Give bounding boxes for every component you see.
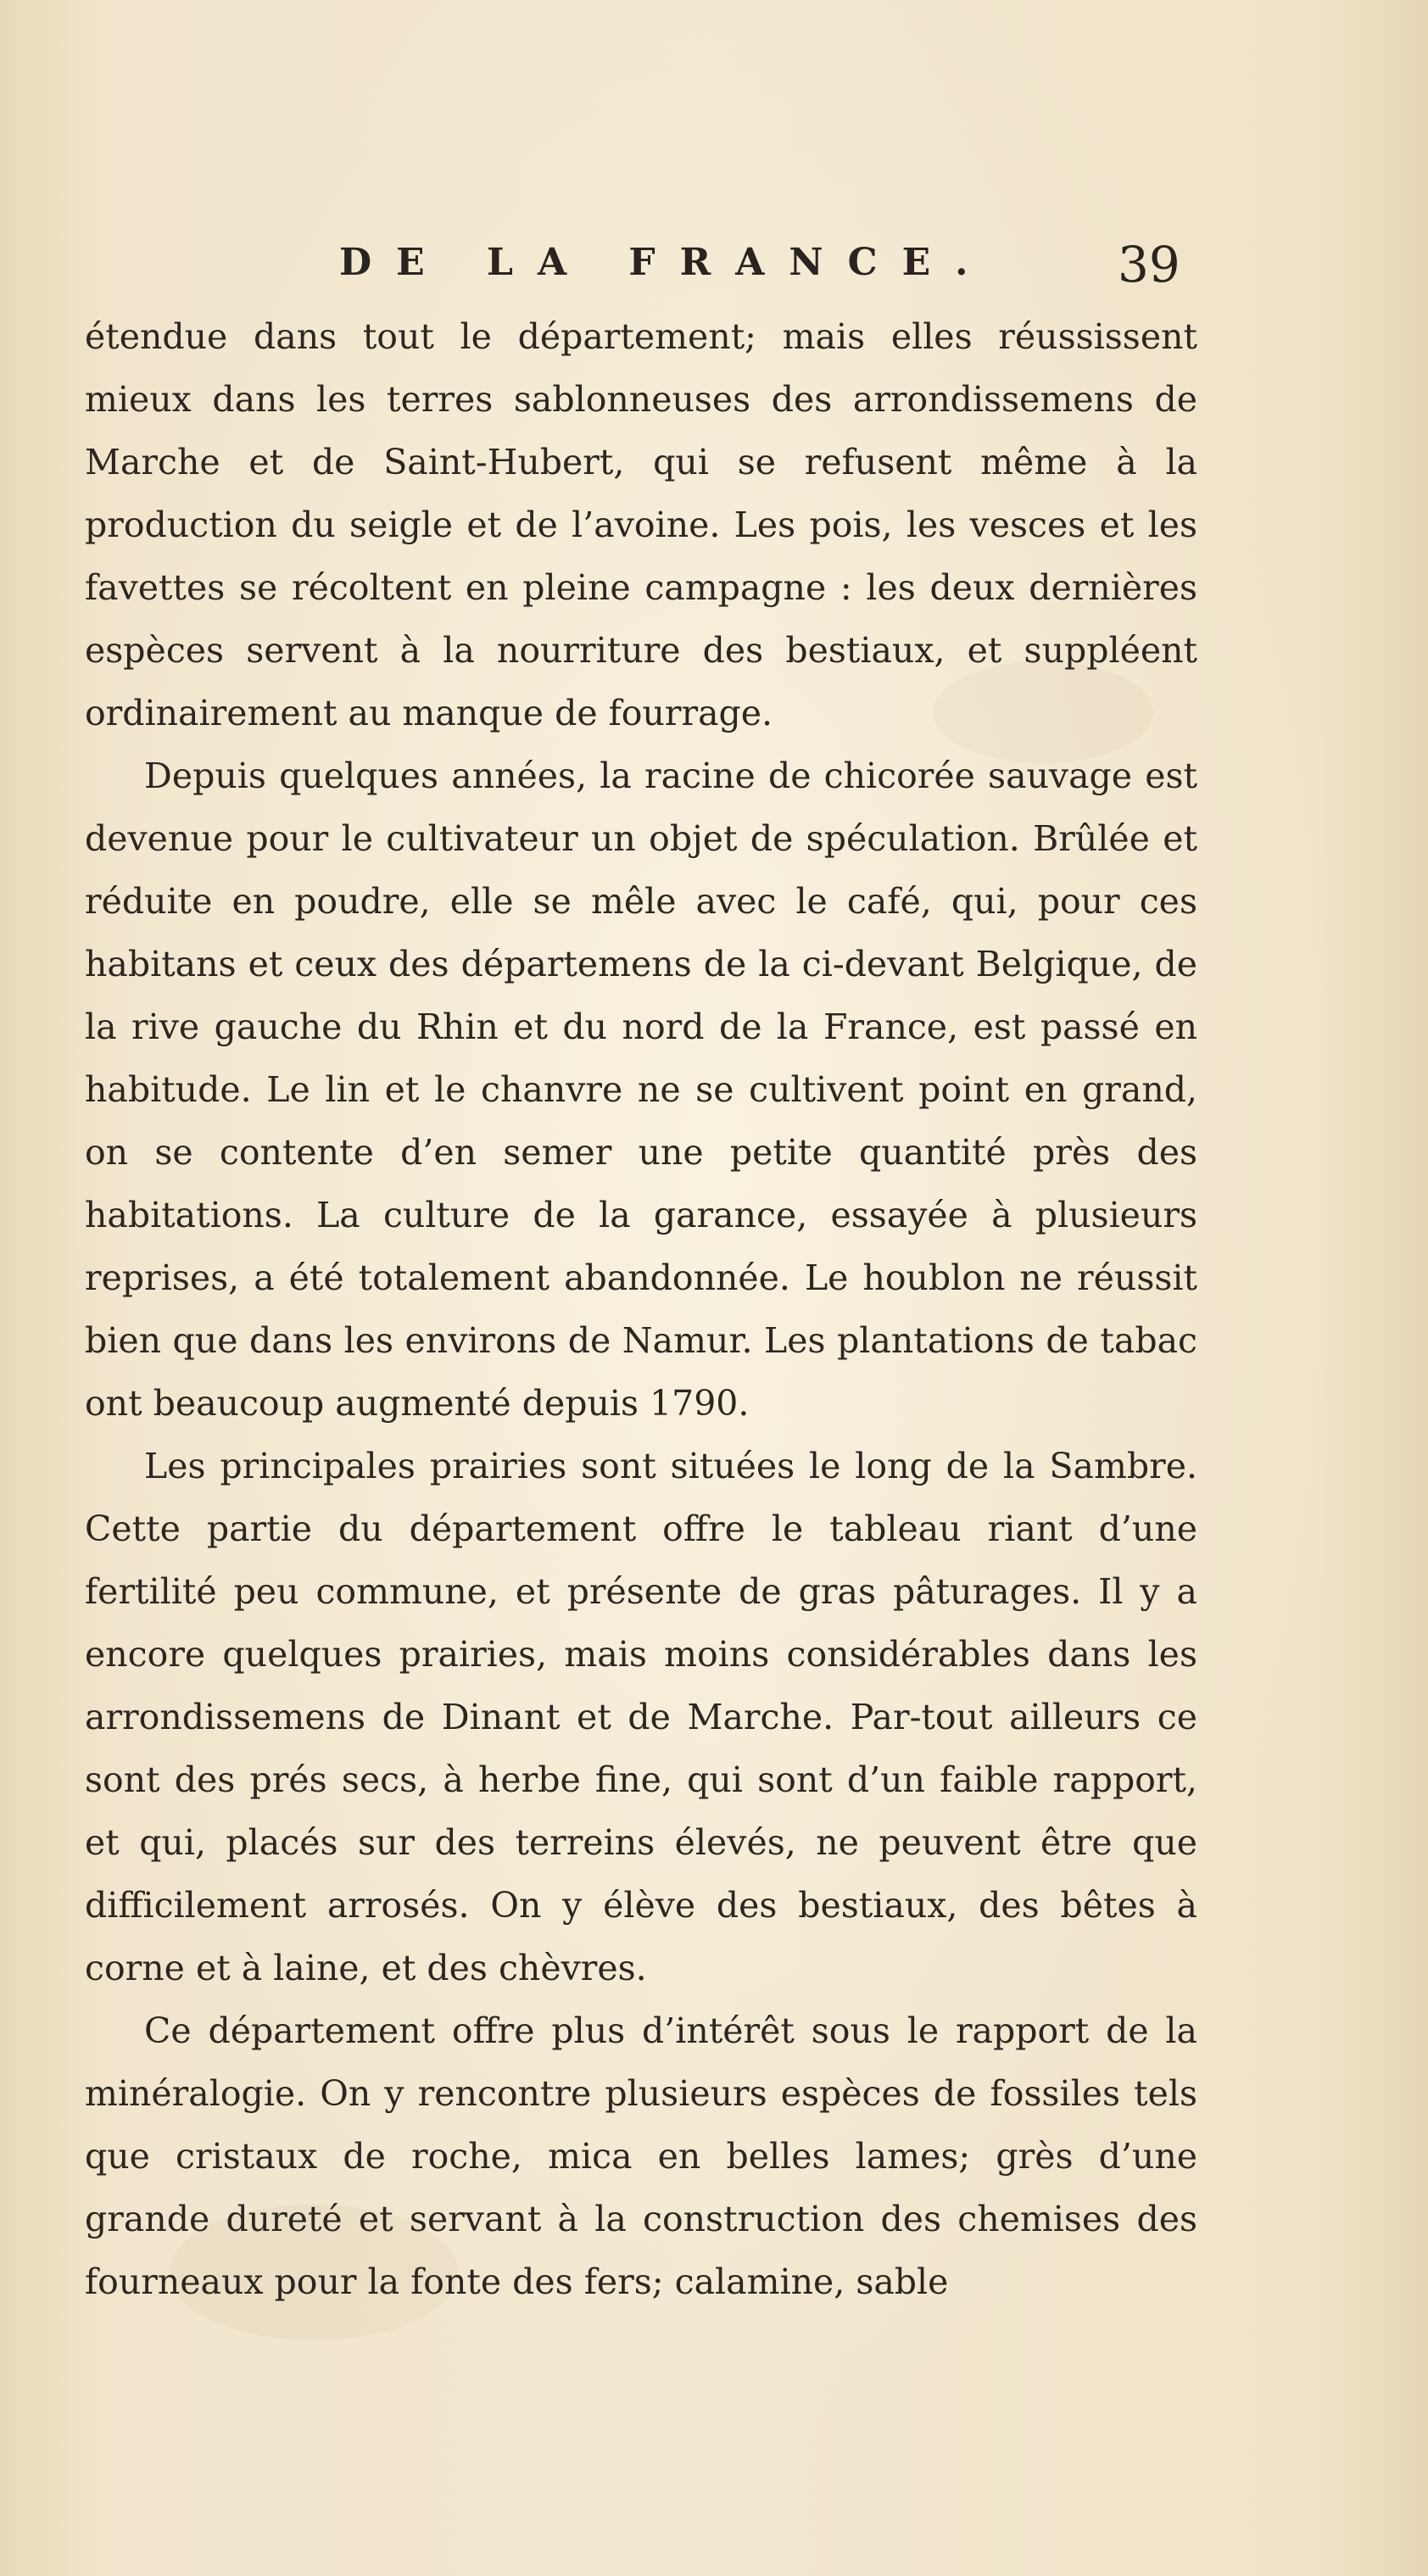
paragraph-meadows: Les principales prairies sont situées le long de la Sambre. Cette partie du département offre le tableau riant d’une fertilité peu commune, et présente de gras pâturages. Il y a encore quelques prairies, mais moins considérables dans les arrondissemens de Dinant et de Marche. Par-tout ailleurs ce sont des prés secs, à herbe fine, qui sont d’un faible rapport, et qui, placés sur des terreins élevés, ne peuvent être que difficilement arrosés. On y élève des bestiaux, des bêtes à corne et à laine, et des chèvres. [85,1446,1197,1988]
page-header [0,236,1428,304]
body-text [85,305,1197,2313]
paragraph-crops: étendue dans tout le département; mais elles réussissent mieux dans les terres sablonneuses des arrondissemens de Marche et de Saint-Hubert, qui se refusent même à la production du seigle et de l’avoine. Les pois, les vesces et les favettes se récoltent en pleine campagne : les deux dernières espèces servent à la nourriture des bestiaux, et suppléent ordinairement au manque de fourrage. [85,316,1197,733]
running-title: DE LA FRANCE. [339,241,993,284]
page-number: 39 [1118,236,1180,293]
paragraph-mineralogy: Ce département offre plus d’intérêt sous le rapport de la minéralogie. On y rencontre plusieurs espèces de fossiles tels que cristaux de roche, mica en belles lames; grès d’une grande dureté et servant à la construction des chemises des fourneaux pour la fonte des fers; calamine, sable [85,2010,1197,2302]
paragraph-chicory: Depuis quelques années, la racine de chicorée sauvage est devenue pour le cultivateur un objet de spéculation. Brûlée et réduite en poudre, elle se mêle avec le café, qui, pour ces habitans et ceux des départemens de la ci-devant Belgique, de la rive gauche du Rhin et du nord de la France, est passé en habitude. Le lin et le chanvre ne se cultivent point en grand, on se contente d’en semer une petite quantité près des habitations. La culture de la garance, essayée à plusieurs reprises, a été totalement abandonnée. Le houblon ne réussit bien que dans les environs de Namur. Les plantations de tabac ont beaucoup augmenté depuis 1790. [85,756,1197,1424]
